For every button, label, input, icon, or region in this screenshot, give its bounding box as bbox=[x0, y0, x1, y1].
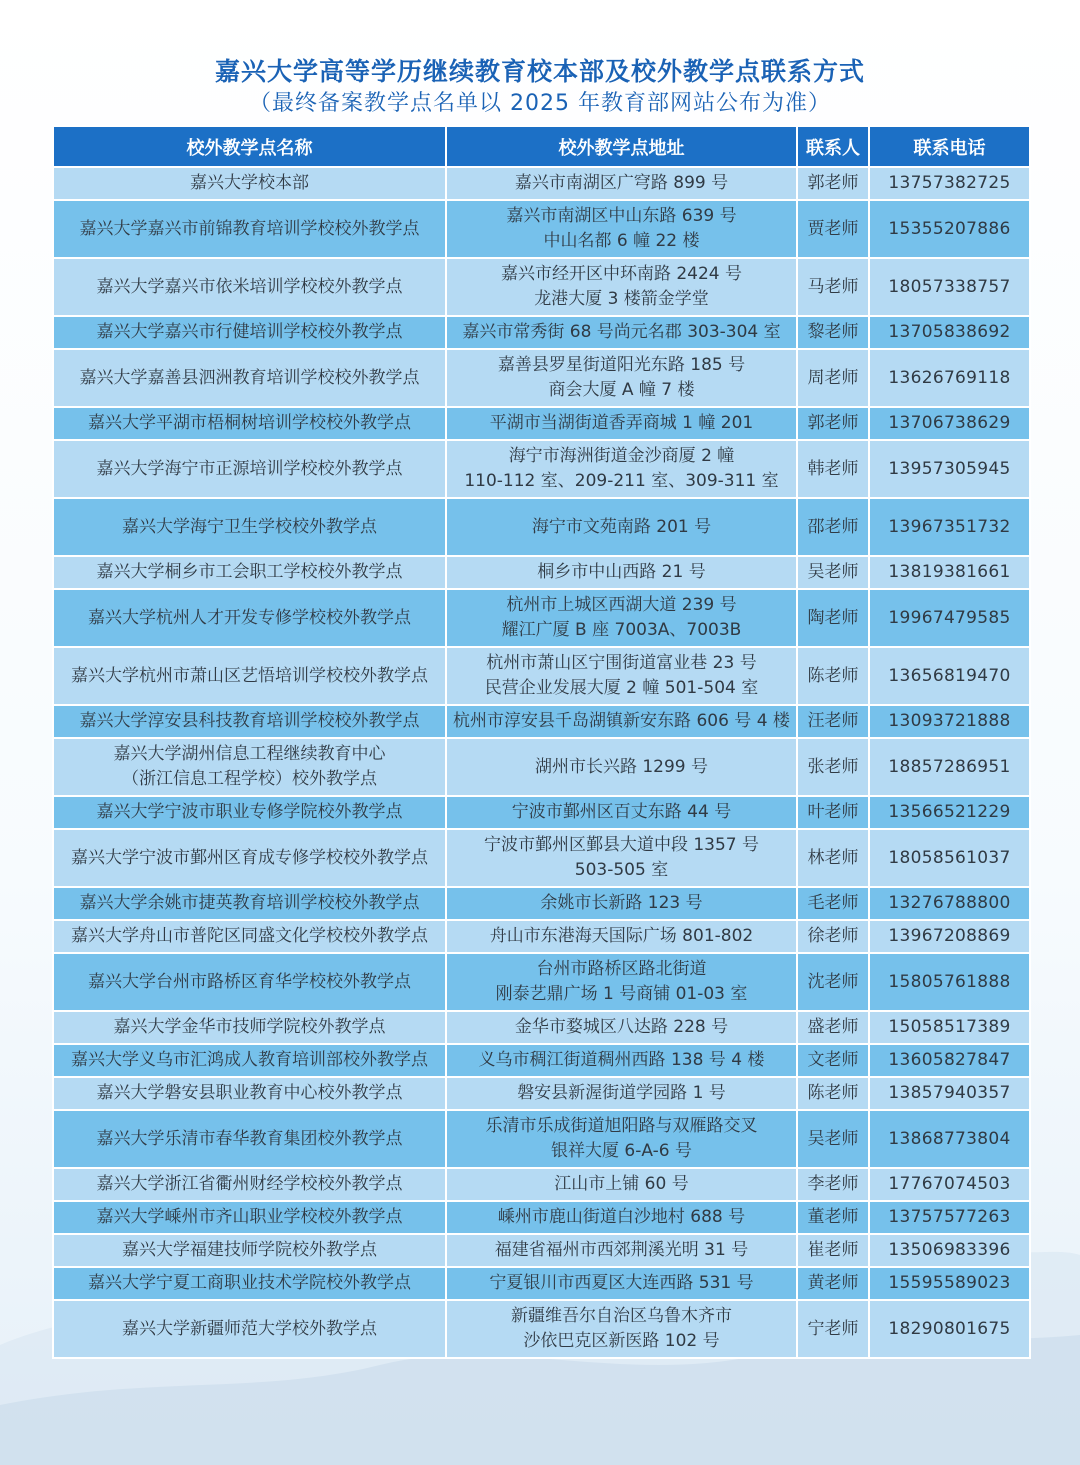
table-row bbox=[53, 167, 1030, 200]
contact-person: 叶老师 bbox=[797, 796, 869, 829]
phone-number: 15058517389 bbox=[869, 1011, 1030, 1044]
table-row bbox=[53, 1201, 1030, 1234]
contact-person: 毛老师 bbox=[797, 887, 869, 920]
phone-number: 15805761888 bbox=[869, 953, 1030, 1011]
site-name: 嘉兴大学磐安县职业教育中心校外教学点 bbox=[96, 1083, 403, 1103]
contact-person: 贾老师 bbox=[797, 200, 869, 258]
contact-person: 陈老师 bbox=[797, 647, 869, 705]
header-contact: 联系人 bbox=[797, 126, 869, 167]
header-name: 校外教学点名称 bbox=[53, 126, 446, 167]
contact-person: 沈老师 bbox=[797, 953, 869, 1011]
address-cell bbox=[446, 440, 797, 498]
address-line1: 宁夏银川市西夏区大连西路 531 号 bbox=[489, 1273, 754, 1293]
contact-person: 张老师 bbox=[797, 738, 869, 796]
site-name: 嘉兴大学宁夏工商职业技术学院校外教学点 bbox=[88, 1273, 411, 1293]
table-row bbox=[53, 738, 1030, 796]
site-name-cell bbox=[53, 738, 446, 796]
site-name-cell bbox=[53, 1267, 446, 1300]
address-cell bbox=[446, 200, 797, 258]
address-line1: 台州市路桥区路北街道 bbox=[536, 959, 707, 979]
site-name-cell bbox=[53, 1044, 446, 1077]
contact-person: 黎老师 bbox=[797, 316, 869, 349]
site-name-cell bbox=[53, 589, 446, 647]
site-name-cell bbox=[53, 200, 446, 258]
address-cell bbox=[446, 705, 797, 738]
address-cell bbox=[446, 1044, 797, 1077]
address-line1: 宁波市鄞州区鄞县大道中段 1357 号 bbox=[483, 835, 760, 855]
site-name: 嘉兴大学余姚市捷英教育培训学校校外教学点 bbox=[79, 893, 420, 913]
phone-number: 18058561037 bbox=[869, 829, 1030, 887]
site-name: 嘉兴大学杭州人才开发专修学校校外教学点 bbox=[88, 607, 411, 628]
site-name-cell bbox=[53, 258, 446, 316]
address-line2: 沙依巴克区新医路 102 号 bbox=[523, 1331, 720, 1351]
phone-number: 13857940357 bbox=[869, 1077, 1030, 1110]
table-row bbox=[53, 887, 1030, 920]
site-name-cell bbox=[53, 349, 446, 407]
table-row bbox=[53, 349, 1030, 407]
table-row bbox=[53, 647, 1030, 705]
table-row bbox=[53, 920, 1030, 953]
address-line1: 平湖市当湖街道香弄商城 1 幢 201 bbox=[489, 413, 754, 433]
site-name-cell bbox=[53, 829, 446, 887]
site-name-cell bbox=[53, 316, 446, 349]
contact-person: 韩老师 bbox=[797, 440, 869, 498]
table-row bbox=[53, 705, 1030, 738]
address-cell bbox=[446, 953, 797, 1011]
contact-person: 李老师 bbox=[797, 1168, 869, 1201]
address-line1: 新疆维吾尔自治区乌鲁木齐市 bbox=[511, 1306, 732, 1326]
table-row bbox=[53, 589, 1030, 647]
table-row bbox=[53, 796, 1030, 829]
phone-number: 17767074503 bbox=[869, 1168, 1030, 1201]
address-line1: 嘉善县罗星街道阳光东路 185 号 bbox=[497, 355, 746, 375]
site-name-line2: （浙江信息工程学校）校外教学点 bbox=[122, 769, 377, 789]
address-line2: 耀江广厦 B 座 7003A、7003B bbox=[501, 620, 742, 640]
site-name: 嘉兴大学嘉兴市行健培训学校校外教学点 bbox=[96, 322, 403, 342]
table-row bbox=[53, 829, 1030, 887]
address-line2: 刚泰艺鼎广场 1 号商铺 01-03 室 bbox=[495, 984, 748, 1004]
phone-number: 13967351732 bbox=[869, 498, 1030, 556]
address-line1: 江山市上铺 60 号 bbox=[554, 1174, 689, 1194]
table-row bbox=[53, 316, 1030, 349]
contact-person: 董老师 bbox=[797, 1201, 869, 1234]
contact-person: 文老师 bbox=[797, 1044, 869, 1077]
site-name: 嘉兴大学嘉善县泗洲教育培训学校校外教学点 bbox=[79, 367, 420, 388]
contact-person: 崔老师 bbox=[797, 1234, 869, 1267]
phone-number: 13819381661 bbox=[869, 556, 1030, 589]
address-cell bbox=[446, 1077, 797, 1110]
address-cell bbox=[446, 316, 797, 349]
site-name: 嘉兴大学嘉兴市依米培训学校校外教学点 bbox=[96, 276, 403, 297]
address-line1: 湖州市长兴路 1299 号 bbox=[534, 756, 709, 777]
address-line1: 舟山市东港海天国际广场 801-802 bbox=[489, 926, 754, 946]
site-name-cell bbox=[53, 498, 446, 556]
table-row bbox=[53, 440, 1030, 498]
site-name: 嘉兴大学校本部 bbox=[190, 173, 309, 193]
table-row bbox=[53, 258, 1030, 316]
contact-table bbox=[52, 125, 1031, 1359]
address-line1: 嘉兴市南湖区中山东路 639 号 bbox=[506, 206, 737, 226]
table-row bbox=[53, 1234, 1030, 1267]
address-line1: 杭州市萧山区宁围街道富业巷 23 号 bbox=[486, 653, 757, 673]
site-name: 嘉兴大学金华市技师学院校外教学点 bbox=[113, 1017, 386, 1037]
site-name-cell bbox=[53, 1011, 446, 1044]
address-line1: 嘉兴市常秀街 68 号尚元名郡 303-304 室 bbox=[462, 322, 781, 342]
address-cell bbox=[446, 1234, 797, 1267]
site-name: 嘉兴大学海宁卫生学校校外教学点 bbox=[122, 516, 377, 537]
site-name-cell bbox=[53, 705, 446, 738]
site-name: 嘉兴大学淳安县科技教育培训学校校外教学点 bbox=[79, 711, 420, 731]
phone-number: 13506983396 bbox=[869, 1234, 1030, 1267]
table-row bbox=[53, 1300, 1030, 1358]
address-cell bbox=[446, 1168, 797, 1201]
contact-person: 宁老师 bbox=[797, 1300, 869, 1358]
site-name-cell bbox=[53, 1110, 446, 1168]
address-line2: 民营企业发展大厦 2 幢 501-504 室 bbox=[484, 678, 759, 698]
phone-number: 13656819470 bbox=[869, 647, 1030, 705]
site-name: 嘉兴大学福建技师学院校外教学点 bbox=[122, 1240, 377, 1260]
table-row bbox=[53, 1011, 1030, 1044]
contact-person: 林老师 bbox=[797, 829, 869, 887]
phone-number: 13868773804 bbox=[869, 1110, 1030, 1168]
page-title: 嘉兴大学高等学历继续教育校本部及校外教学点联系方式 bbox=[214, 57, 865, 86]
phone-number: 13957305945 bbox=[869, 440, 1030, 498]
contact-person: 邵老师 bbox=[797, 498, 869, 556]
address-line1: 杭州市淳安县千岛湖镇新安东路 606 号 4 楼 bbox=[453, 711, 790, 731]
address-cell bbox=[446, 829, 797, 887]
site-name: 嘉兴大学平湖市梧桐树培训学校校外教学点 bbox=[88, 413, 411, 433]
phone-number: 13605827847 bbox=[869, 1044, 1030, 1077]
site-name-cell bbox=[53, 1168, 446, 1201]
header-address: 校外教学点地址 bbox=[446, 126, 797, 167]
table-row bbox=[53, 953, 1030, 1011]
site-name: 嘉兴大学杭州市萧山区艺悟培训学校校外教学点 bbox=[71, 665, 428, 686]
address-cell bbox=[446, 589, 797, 647]
address-cell bbox=[446, 1300, 797, 1358]
contact-person: 盛老师 bbox=[797, 1011, 869, 1044]
address-line1: 海宁市海洲街道金沙商厦 2 幢 bbox=[508, 446, 735, 466]
address-line2: 龙港大厦 3 楼箭金学堂 bbox=[534, 289, 709, 309]
table-row bbox=[53, 556, 1030, 589]
phone-number: 18290801675 bbox=[869, 1300, 1030, 1358]
address-line1: 嘉兴市经开区中环南路 2424 号 bbox=[500, 264, 743, 284]
contact-person: 陶老师 bbox=[797, 589, 869, 647]
contact-person: 吴老师 bbox=[797, 1110, 869, 1168]
address-cell bbox=[446, 167, 797, 200]
table-row bbox=[53, 1077, 1030, 1110]
contact-person: 吴老师 bbox=[797, 556, 869, 589]
address-cell bbox=[446, 258, 797, 316]
phone-number: 13093721888 bbox=[869, 705, 1030, 738]
site-name-cell bbox=[53, 167, 446, 200]
table-row bbox=[53, 1168, 1030, 1201]
table-header-row bbox=[53, 126, 1030, 167]
site-name-cell bbox=[53, 920, 446, 953]
phone-number: 13757577263 bbox=[869, 1201, 1030, 1234]
address-line1: 嵊州市鹿山街道白沙地村 688 号 bbox=[497, 1207, 746, 1227]
site-name: 嘉兴大学嵊州市齐山职业学校校外教学点 bbox=[96, 1207, 403, 1227]
address-line1: 嘉兴市南湖区广穹路 899 号 bbox=[514, 173, 729, 193]
address-line1: 乐清市乐成街道旭阳路与双雁路交叉 bbox=[485, 1116, 758, 1136]
phone-number: 13566521229 bbox=[869, 796, 1030, 829]
site-name: 嘉兴大学新疆师范大学校外教学点 bbox=[122, 1318, 377, 1339]
site-name-cell bbox=[53, 887, 446, 920]
address-line2: 中山名都 6 幢 22 楼 bbox=[543, 231, 700, 251]
address-line1: 福建省福州市西郊荆溪光明 31 号 bbox=[494, 1240, 749, 1260]
contact-person: 汪老师 bbox=[797, 705, 869, 738]
address-cell bbox=[446, 498, 797, 556]
address-cell bbox=[446, 920, 797, 953]
site-name: 嘉兴大学乐清市春华教育集团校外教学点 bbox=[96, 1128, 403, 1149]
site-name: 嘉兴大学宁波市鄞州区育成专修学校校外教学点 bbox=[71, 847, 428, 868]
contact-person: 郭老师 bbox=[797, 167, 869, 200]
address-line1: 杭州市上城区西湖大道 239 号 bbox=[506, 595, 737, 615]
site-name-cell bbox=[53, 1201, 446, 1234]
phone-number: 13757382725 bbox=[869, 167, 1030, 200]
contact-person: 郭老师 bbox=[797, 407, 869, 440]
address-cell bbox=[446, 887, 797, 920]
table-row bbox=[53, 498, 1030, 556]
phone-number: 15355207886 bbox=[869, 200, 1030, 258]
phone-number: 13967208869 bbox=[869, 920, 1030, 953]
phone-number: 18057338757 bbox=[869, 258, 1030, 316]
address-cell bbox=[446, 1011, 797, 1044]
site-name-cell bbox=[53, 953, 446, 1011]
site-name-cell bbox=[53, 440, 446, 498]
phone-number: 18857286951 bbox=[869, 738, 1030, 796]
address-cell bbox=[446, 1267, 797, 1300]
address-cell bbox=[446, 1110, 797, 1168]
table-row bbox=[53, 1044, 1030, 1077]
contact-person: 周老师 bbox=[797, 349, 869, 407]
address-cell bbox=[446, 738, 797, 796]
site-name-cell bbox=[53, 407, 446, 440]
table-body bbox=[53, 167, 1030, 1358]
address-cell bbox=[446, 556, 797, 589]
address-line2: 银祥大厦 6-A-6 号 bbox=[551, 1141, 692, 1161]
site-name-cell bbox=[53, 556, 446, 589]
site-name: 嘉兴大学浙江省衢州财经学校校外教学点 bbox=[96, 1174, 403, 1194]
phone-number: 13705838692 bbox=[869, 316, 1030, 349]
address-line2: 503-505 室 bbox=[574, 860, 669, 880]
address-cell bbox=[446, 647, 797, 705]
table-row bbox=[53, 407, 1030, 440]
address-cell bbox=[446, 1201, 797, 1234]
phone-number: 13706738629 bbox=[869, 407, 1030, 440]
address-line1: 义乌市稠江街道稠州西路 138 号 4 楼 bbox=[478, 1050, 765, 1070]
site-name: 嘉兴大学海宁市正源培训学校校外教学点 bbox=[96, 458, 403, 479]
site-name: 嘉兴大学义乌市汇鸿成人教育培训部校外教学点 bbox=[71, 1050, 428, 1070]
contact-person: 黄老师 bbox=[797, 1267, 869, 1300]
site-name: 嘉兴大学湖州信息工程继续教育中心 bbox=[113, 744, 386, 764]
site-name: 嘉兴大学嘉兴市前锦教育培训学校校外教学点 bbox=[79, 218, 420, 239]
phone-number: 15595589023 bbox=[869, 1267, 1030, 1300]
address-cell bbox=[446, 796, 797, 829]
table-row bbox=[53, 1110, 1030, 1168]
address-line2: 110-112 室、209-211 室、309-311 室 bbox=[464, 471, 779, 491]
address-cell bbox=[446, 407, 797, 440]
page-subtitle: （最终备案教学点名单以 2025 年教育部网站公布为准） bbox=[249, 91, 831, 116]
site-name: 嘉兴大学宁波市职业专修学院校外教学点 bbox=[96, 802, 403, 822]
site-name-cell bbox=[53, 796, 446, 829]
phone-number: 13626769118 bbox=[869, 349, 1030, 407]
contact-person: 马老师 bbox=[797, 258, 869, 316]
phone-number: 19967479585 bbox=[869, 589, 1030, 647]
address-line1: 海宁市文苑南路 201 号 bbox=[531, 516, 712, 537]
site-name-cell bbox=[53, 647, 446, 705]
contact-person: 陈老师 bbox=[797, 1077, 869, 1110]
site-name: 嘉兴大学桐乡市工会职工学校校外教学点 bbox=[96, 562, 403, 582]
address-line1: 金华市婺城区八达路 228 号 bbox=[514, 1017, 729, 1037]
site-name-cell bbox=[53, 1234, 446, 1267]
table-row bbox=[53, 200, 1030, 258]
site-name: 嘉兴大学台州市路桥区育华学校校外教学点 bbox=[88, 971, 411, 992]
address-line1: 磐安县新渥街道学园路 1 号 bbox=[517, 1083, 726, 1103]
phone-number: 13276788800 bbox=[869, 887, 1030, 920]
address-cell bbox=[446, 349, 797, 407]
address-line1: 桐乡市中山西路 21 号 bbox=[537, 562, 706, 582]
header-phone: 联系电话 bbox=[869, 126, 1030, 167]
table-row bbox=[53, 1267, 1030, 1300]
address-line1: 余姚市长新路 123 号 bbox=[540, 893, 703, 913]
address-line1: 宁波市鄞州区百丈东路 44 号 bbox=[511, 802, 732, 822]
contact-person: 徐老师 bbox=[797, 920, 869, 953]
site-name-cell bbox=[53, 1077, 446, 1110]
address-line2: 商会大厦 A 幢 7 楼 bbox=[548, 380, 695, 400]
site-name-cell bbox=[53, 1300, 446, 1358]
site-name: 嘉兴大学舟山市普陀区同盛文化学校校外教学点 bbox=[71, 926, 428, 946]
